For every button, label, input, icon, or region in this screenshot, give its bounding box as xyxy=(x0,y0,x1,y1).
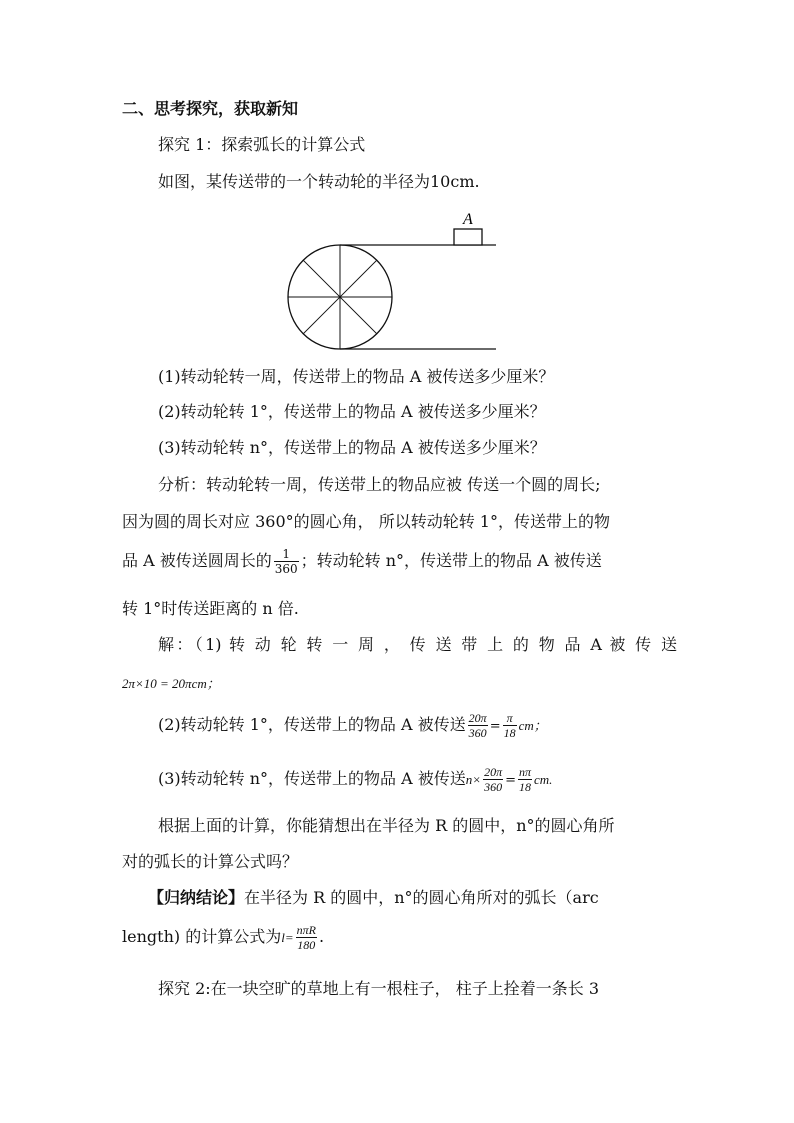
question-3: (3)转动轮转 n°，传送带上的物品 A 被传送多少厘米？ xyxy=(158,438,546,457)
arc-length-formula: $\frac{\text{nπR}}{180}$ xyxy=(296,923,316,952)
solution-line-2: 2π×10 = 20πcm； xyxy=(122,676,220,691)
explore1-title: 探究 1：探索弧长的计算公式 xyxy=(158,135,366,154)
conveyor-figure xyxy=(282,205,522,355)
question-2: (2)转动轮转 1°，传送带上的物品 A 被传送多少厘米？ xyxy=(158,402,546,421)
conclusion-tag: 【归纳结论】 xyxy=(148,888,245,907)
explore2-text: 探究 2:在一块空旷的草地上有一根柱子， 柱子上拴着一条长 3 xyxy=(158,979,600,998)
analysis-line-3 xyxy=(122,546,677,576)
analysis-line-3-pre: 品 A 被传送圆周长的 xyxy=(122,551,272,570)
analysis-line-4: 转 1°时传送距离的 n 倍. xyxy=(122,599,299,618)
solution-line-4: (3)转动轮转 n°，传送带上的物品 A 被传送n× $\frac{20\pi}{360}$ = $\frac{n\pi}{18}$ cm. xyxy=(158,765,553,794)
conclusion-line-1: 【归纳结论】在半径为 R 的圆中，n°的圆心角所对的弧长（arc xyxy=(148,888,599,907)
fraction-20pi-over-360-b: $\frac{20\pi}{360}$ xyxy=(484,765,503,794)
section-title: 二、思考探究，获取新知 xyxy=(122,99,299,118)
analysis-line-3-post: ；转动轮转 n°，传送带上的物品 A 被传送 xyxy=(300,551,602,570)
guess-line-2: 对的弧长的计算公式吗？ xyxy=(122,852,299,871)
fraction-npi-over-18: $\frac{n\pi}{18}$ xyxy=(519,765,532,794)
solution-line-1: 解：（1) 转 动 轮 转 一 周 ， 传 送 带 上 的 物 品 A 被 传 送 xyxy=(158,635,677,654)
guess-line-1: 根据上面的计算，你能猜想出在半径为 R 的圆中，n°的圆心角所 xyxy=(158,816,615,835)
solution-line-3: (2)转动轮转 1°，传送带上的物品 A 被传送 $\frac{20\pi}{360}$ = $\frac{\pi}{18}$ cm； xyxy=(158,711,547,740)
analysis-line-2: 因为圆的周长对应 360°的圆心角， 所以转动轮转 1°，传送带上的物 xyxy=(122,512,610,531)
fraction-1-over-360: $\frac{1}{360}$ xyxy=(274,547,298,576)
conclusion-line-2: length) 的计算公式为l= $\frac{\text{nπR}}{180}$ . xyxy=(122,923,325,952)
question-1: (1)转动轮转一周，传送带上的物品 A 被传送多少厘米？ xyxy=(158,367,555,386)
analysis-line-1: 分析：转动轮转一周，传送带上的物品应被 传送一个圆的周长; xyxy=(158,475,601,494)
intro-text: 如图，某传送带的一个转动轮的半径为10cm. xyxy=(158,172,480,191)
fraction-20pi-over-360: $\frac{20\pi}{360}$ xyxy=(468,711,487,740)
fraction-pi-over-18: $\frac{\pi}{18}$ xyxy=(503,711,516,740)
object-label: A xyxy=(463,211,473,228)
